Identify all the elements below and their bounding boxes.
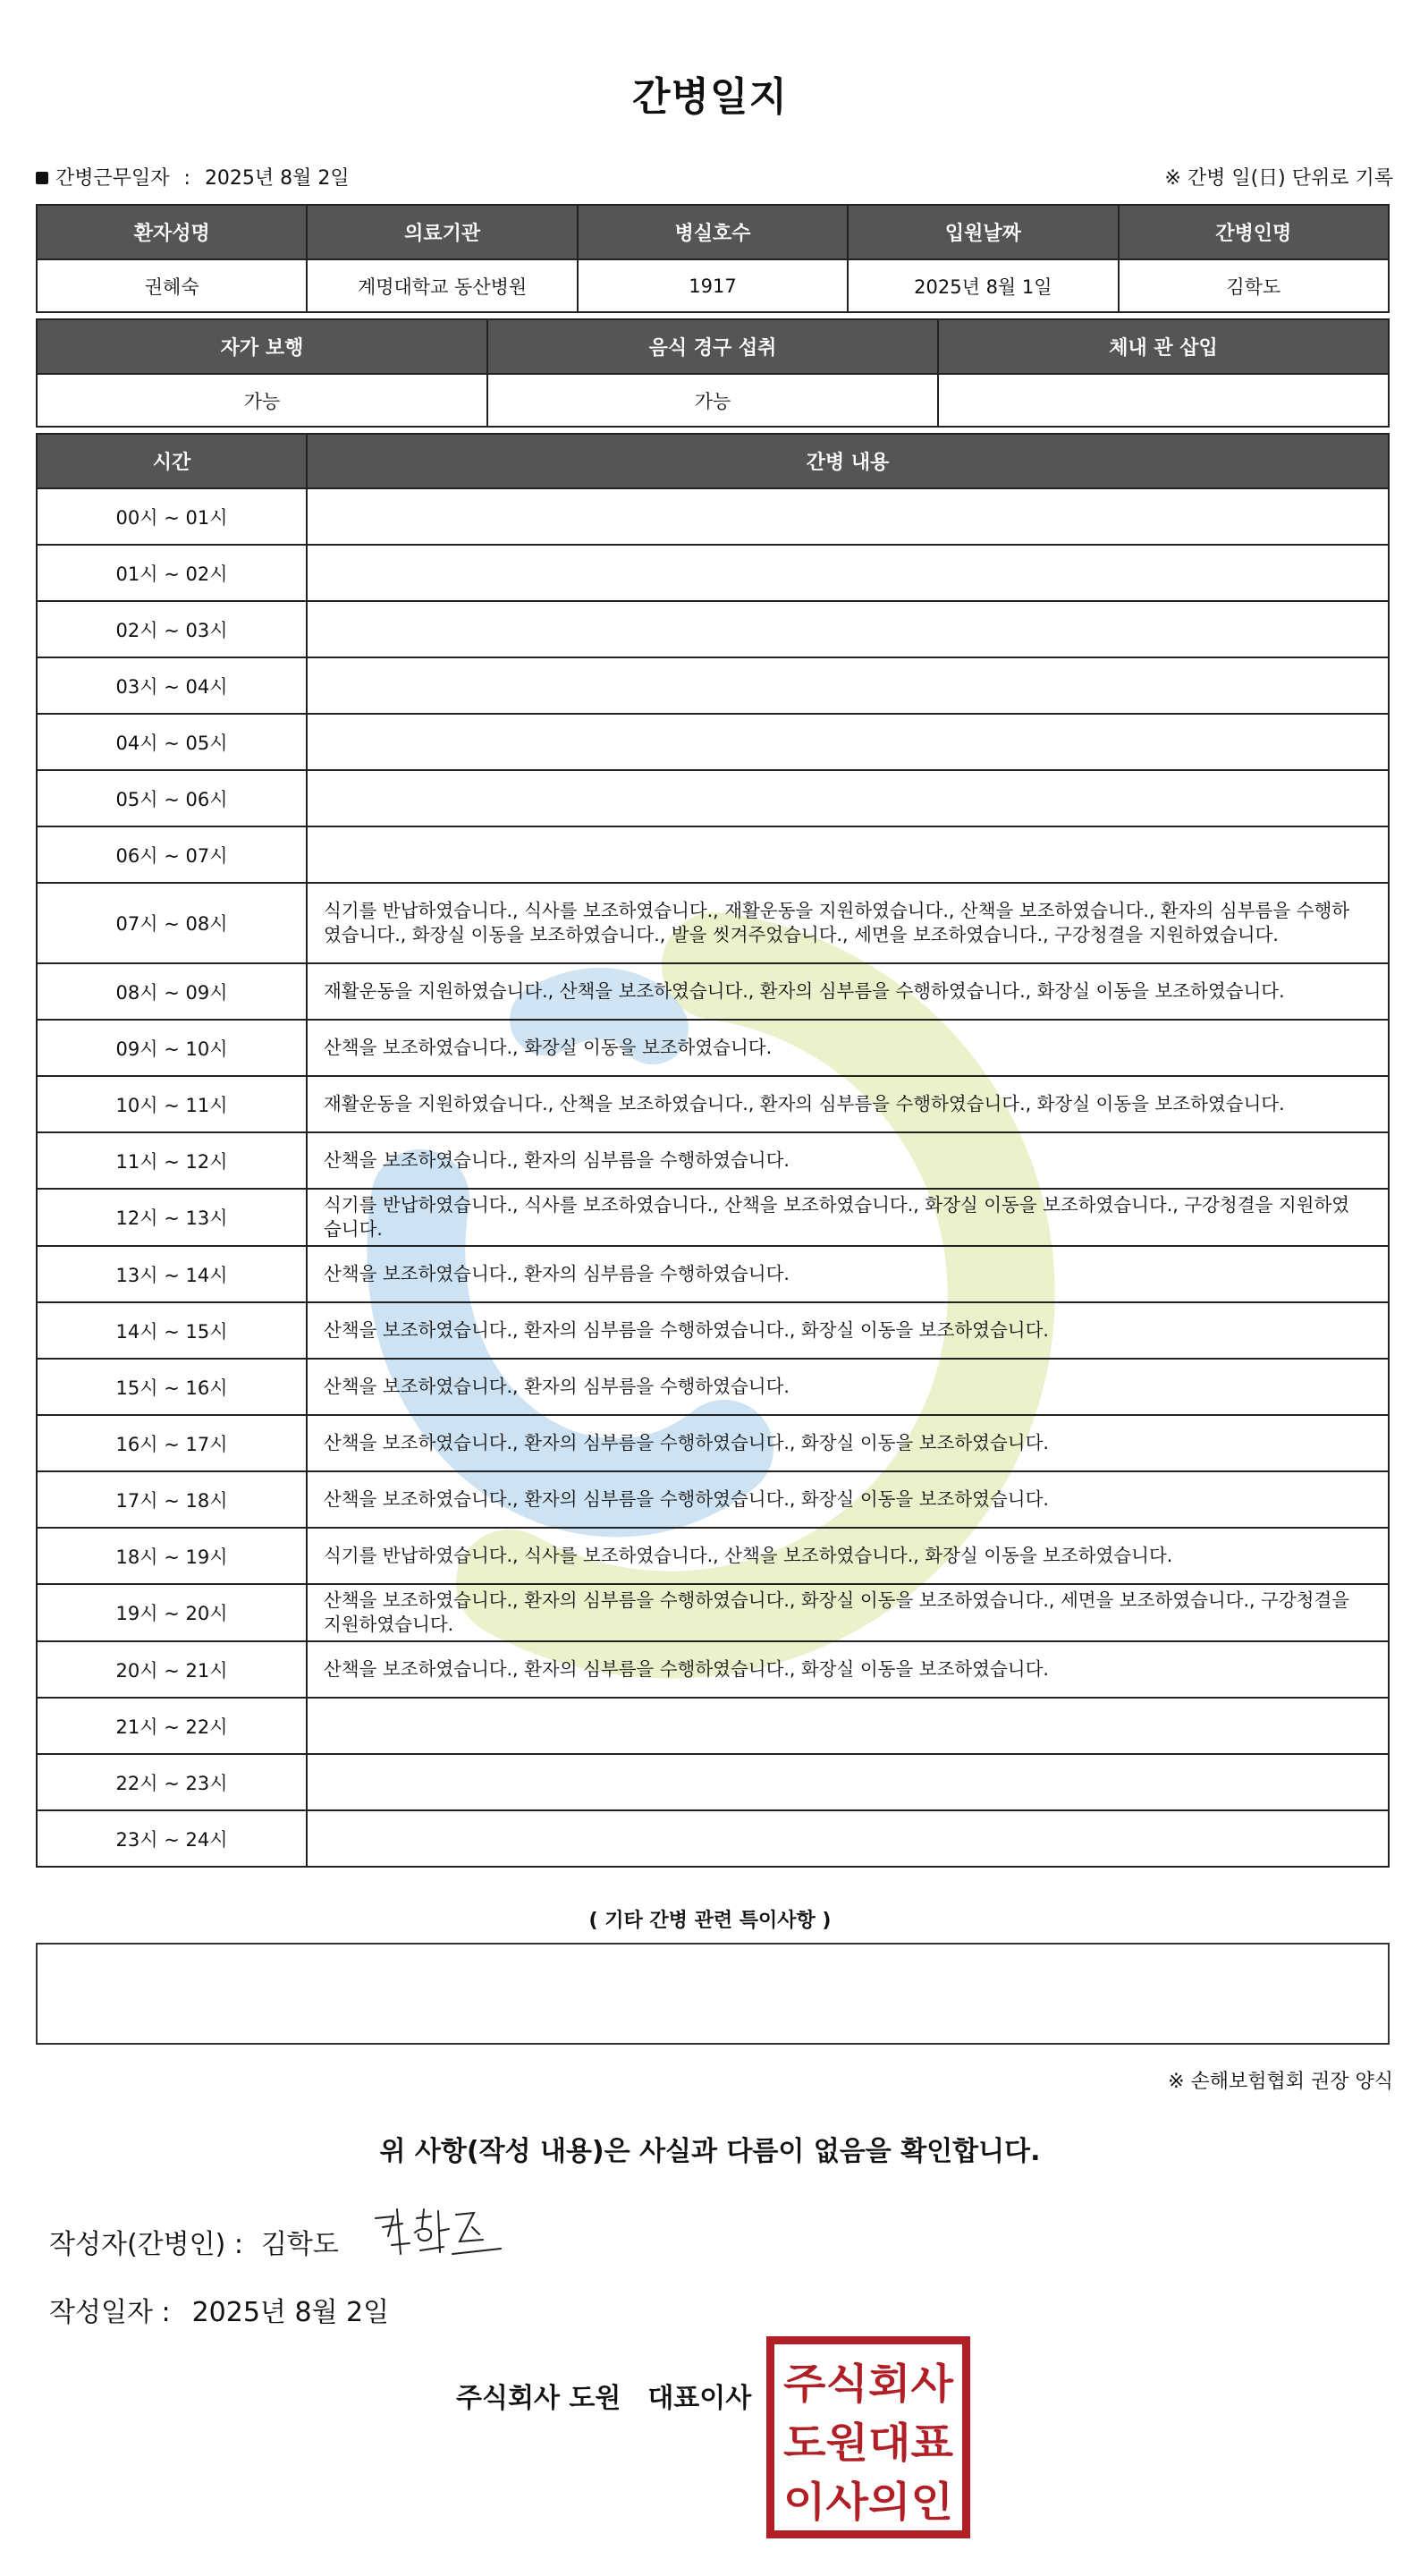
caregiver-name: 김학도 bbox=[1119, 259, 1389, 312]
company-line bbox=[456, 2376, 751, 2415]
header-self-walking: 자가 보행 bbox=[37, 319, 487, 374]
care-log-row bbox=[37, 826, 1389, 883]
care-log-time: 16시 ~ 17시 bbox=[37, 1415, 307, 1471]
room-number: 1917 bbox=[578, 259, 848, 312]
care-log-row bbox=[37, 1641, 1389, 1698]
written-date-value: 2025년 8월 2일 bbox=[191, 2297, 390, 2328]
care-log-row bbox=[37, 1810, 1389, 1867]
care-log-row bbox=[37, 883, 1389, 963]
unit-note: ※ 간병 일(日) 단위로 기록 bbox=[1164, 167, 1393, 190]
written-date-label: 작성일자 : bbox=[49, 2297, 171, 2328]
care-log-content bbox=[307, 714, 1389, 770]
care-log-content: 산책을 보조하였습니다., 환자의 심부름을 수행하였습니다. bbox=[307, 1132, 1389, 1189]
handwritten-signature bbox=[367, 2200, 510, 2272]
work-date-separator: : bbox=[183, 167, 190, 190]
page-title: 간병일지 bbox=[631, 74, 788, 120]
care-log-content: 산책을 보조하였습니다., 환자의 심부름을 수행하였습니다., 화장실 이동을 보조하였습니다. bbox=[307, 1302, 1389, 1359]
header-oral-intake: 음식 경구 섭취 bbox=[487, 319, 938, 374]
care-log-content bbox=[307, 545, 1389, 601]
patient-name: 권혜숙 bbox=[37, 259, 307, 312]
care-log-time: 01시 ~ 02시 bbox=[37, 545, 307, 601]
care-log-content: 식기를 반납하였습니다., 식사를 보조하였습니다., 산책을 보조하였습니다., 화장실 이동을 보조하였습니다., 구강청결을 지원하였습니다. bbox=[307, 1189, 1389, 1246]
writer-label: 작성자(간병인) : bbox=[49, 2229, 243, 2260]
remarks-title: ( 기타 간병 관련 특이사항 ) bbox=[588, 1910, 832, 1932]
header-caregiver-name: 간병인명 bbox=[1119, 205, 1389, 259]
form-note: ※ 손해보험협회 권장 양식 bbox=[1168, 2071, 1393, 2093]
written-date-line bbox=[49, 2290, 389, 2329]
admission-date: 2025년 8월 1일 bbox=[848, 259, 1118, 312]
care-log-time: 14시 ~ 15시 bbox=[37, 1302, 307, 1359]
care-log-time: 06시 ~ 07시 bbox=[37, 826, 307, 883]
care-log-row bbox=[37, 1754, 1389, 1810]
header-time: 시간 bbox=[37, 434, 307, 488]
care-log-content bbox=[307, 657, 1389, 714]
seal-line-2: 도원대표 bbox=[783, 2419, 954, 2467]
writer-line bbox=[49, 2222, 339, 2261]
seal-line-3: 이사의인 bbox=[783, 2478, 953, 2526]
care-log-row bbox=[37, 963, 1389, 1020]
care-log-content: 산책을 보조하였습니다., 화장실 이동을 보조하였습니다. bbox=[307, 1020, 1389, 1076]
care-log-body bbox=[37, 488, 1389, 1867]
work-date-line bbox=[36, 163, 350, 191]
care-log-content bbox=[307, 1698, 1389, 1754]
care-log-time: 15시 ~ 16시 bbox=[37, 1359, 307, 1415]
care-log-row bbox=[37, 714, 1389, 770]
care-log-content: 재활운동을 지원하였습니다., 산책을 보조하였습니다., 환자의 심부름을 수행하였습니다., 화장실 이동을 보조하였습니다. bbox=[307, 1076, 1389, 1132]
header-hospital: 의료기관 bbox=[307, 205, 577, 259]
care-log-row bbox=[37, 1415, 1389, 1471]
writer-name: 김학도 bbox=[260, 2229, 339, 2260]
care-log-content: 식기를 반납하였습니다., 식사를 보조하였습니다., 재활운동을 지원하였습니다., 산책을 보조하였습니다., 환자의 심부름을 수행하였습니다., 화장실 이동을 보조하였습니다., 발을 씻겨주었습니다., 세면을 보조하였습니다., 구강청결을 지원하였습니다. bbox=[307, 883, 1389, 963]
patient-info-header-row bbox=[37, 205, 1389, 259]
patient-status-table bbox=[36, 318, 1390, 428]
work-date-value: 2025년 8월 2일 bbox=[204, 167, 350, 190]
care-log-row bbox=[37, 488, 1389, 545]
care-log-time: 20시 ~ 21시 bbox=[37, 1641, 307, 1698]
care-log-row bbox=[37, 657, 1389, 714]
care-log-content: 산책을 보조하였습니다., 환자의 심부름을 수행하였습니다. bbox=[307, 1246, 1389, 1302]
care-log-row bbox=[37, 1359, 1389, 1415]
care-log-time: 02시 ~ 03시 bbox=[37, 601, 307, 657]
care-log-content: 산책을 보조하였습니다., 환자의 심부름을 수행하였습니다., 화장실 이동을 보조하였습니다., 세면을 보조하였습니다., 구강청결을 지원하였습니다. bbox=[307, 1584, 1389, 1641]
care-log-time: 00시 ~ 01시 bbox=[37, 488, 307, 545]
header-patient-name: 환자성명 bbox=[37, 205, 307, 259]
bullet-square-icon bbox=[36, 172, 48, 184]
care-log-content: 산책을 보조하였습니다., 환자의 심부름을 수행하였습니다. bbox=[307, 1359, 1389, 1415]
care-log-time: 04시 ~ 05시 bbox=[37, 714, 307, 770]
hospital-name: 계명대학교 동산병원 bbox=[307, 259, 577, 312]
care-log-row bbox=[37, 1471, 1389, 1528]
representative-title: 대표이사 bbox=[647, 2383, 752, 2414]
care-log-time: 07시 ~ 08시 bbox=[37, 883, 307, 963]
care-log-row bbox=[37, 1528, 1389, 1584]
care-log-content bbox=[307, 826, 1389, 883]
seal-graphic bbox=[774, 2344, 962, 2530]
header-care-content: 간병 내용 bbox=[307, 434, 1389, 488]
care-log-row bbox=[37, 1246, 1389, 1302]
care-log-row bbox=[37, 1020, 1389, 1076]
header-room-number: 병실호수 bbox=[578, 205, 848, 259]
header-tube-insertion: 체내 관 삽입 bbox=[938, 319, 1389, 374]
care-log-time: 23시 ~ 24시 bbox=[37, 1810, 307, 1867]
self-walking-value: 가능 bbox=[37, 374, 487, 427]
care-log-row bbox=[37, 1698, 1389, 1754]
care-log-time: 22시 ~ 23시 bbox=[37, 1754, 307, 1810]
care-log-content bbox=[307, 770, 1389, 826]
care-log-row bbox=[37, 1189, 1389, 1246]
care-log-time: 17시 ~ 18시 bbox=[37, 1471, 307, 1528]
care-log-time: 03시 ~ 04시 bbox=[37, 657, 307, 714]
care-log-time: 09시 ~ 10시 bbox=[37, 1020, 307, 1076]
care-log-time: 18시 ~ 19시 bbox=[37, 1528, 307, 1584]
care-log-row bbox=[37, 1132, 1389, 1189]
care-log-content bbox=[307, 601, 1389, 657]
care-log-time: 11시 ~ 12시 bbox=[37, 1132, 307, 1189]
care-log-time: 08시 ~ 09시 bbox=[37, 963, 307, 1020]
care-log-content bbox=[307, 1754, 1389, 1810]
tube-insertion-value bbox=[938, 374, 1389, 427]
care-log-time: 05시 ~ 06시 bbox=[37, 770, 307, 826]
care-log-content: 재활운동을 지원하였습니다., 산책을 보조하였습니다., 환자의 심부름을 수행하였습니다., 화장실 이동을 보조하였습니다. bbox=[307, 963, 1389, 1020]
care-log-time: 10시 ~ 11시 bbox=[37, 1076, 307, 1132]
company-name: 주식회사 도원 bbox=[456, 2383, 621, 2414]
care-log-row bbox=[37, 1076, 1389, 1132]
header-admission-date: 입원날짜 bbox=[848, 205, 1118, 259]
care-log-header-row bbox=[37, 434, 1389, 488]
care-log-time: 12시 ~ 13시 bbox=[37, 1189, 307, 1246]
seal-line-1: 주식회사 bbox=[783, 2360, 954, 2408]
remarks-box bbox=[36, 1943, 1390, 2045]
care-log-row bbox=[37, 1584, 1389, 1641]
care-log-row bbox=[37, 601, 1389, 657]
care-log-time: 19시 ~ 20시 bbox=[37, 1584, 307, 1641]
care-log-content bbox=[307, 1810, 1389, 1867]
care-log-time: 13시 ~ 14시 bbox=[37, 1246, 307, 1302]
patient-info-value-row bbox=[37, 259, 1389, 312]
care-log-content: 식기를 반납하였습니다., 식사를 보조하였습니다., 산책을 보조하였습니다., 화장실 이동을 보조하였습니다. bbox=[307, 1528, 1389, 1584]
care-log-row bbox=[37, 1302, 1389, 1359]
patient-info-table bbox=[36, 204, 1390, 313]
care-log-row bbox=[37, 770, 1389, 826]
care-log-row bbox=[37, 545, 1389, 601]
status-header-row bbox=[37, 319, 1389, 374]
care-log-time: 21시 ~ 22시 bbox=[37, 1698, 307, 1754]
work-date-label: 간병근무일자 bbox=[55, 167, 170, 190]
confirmation-statement: 위 사항(작성 내용)은 사실과 다름이 없음을 확인합니다. bbox=[379, 2136, 1041, 2167]
oral-intake-value: 가능 bbox=[487, 374, 938, 427]
status-value-row bbox=[37, 374, 1389, 427]
care-log-content: 산책을 보조하였습니다., 환자의 심부름을 수행하였습니다., 화장실 이동을 보조하였습니다. bbox=[307, 1471, 1389, 1528]
company-seal-stamp bbox=[766, 2336, 970, 2538]
care-log-content: 산책을 보조하였습니다., 환자의 심부름을 수행하였습니다., 화장실 이동을 보조하였습니다. bbox=[307, 1641, 1389, 1698]
care-log-table bbox=[36, 433, 1390, 1868]
care-log-content bbox=[307, 488, 1389, 545]
care-log-content: 산책을 보조하였습니다., 환자의 심부름을 수행하였습니다., 화장실 이동을 보조하였습니다. bbox=[307, 1415, 1389, 1471]
